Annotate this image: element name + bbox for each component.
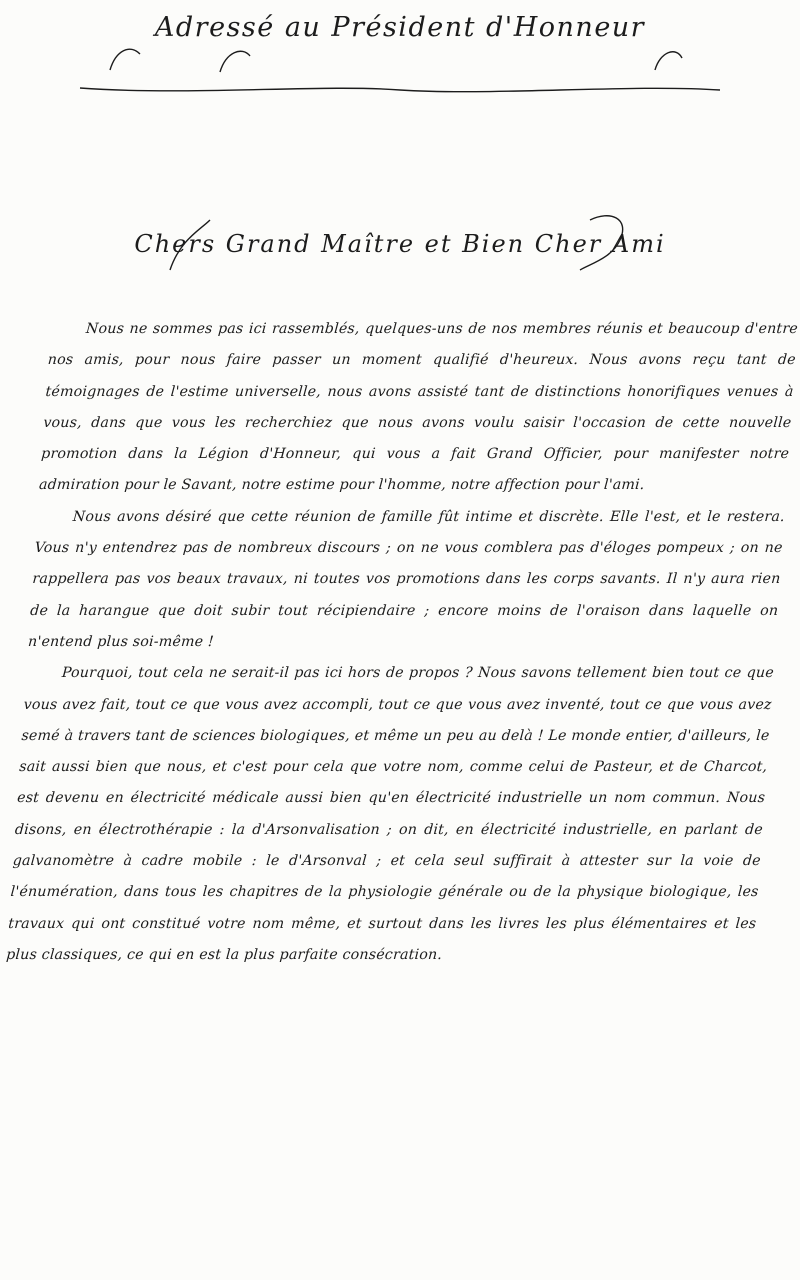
flourish-ornament <box>70 40 730 100</box>
body-paragraph: Nous ne sommes pas ici rassemblés, quelques-uns de nos membres réunis et beaucoup d'entre nos amis, pour nous faire passer un moment qualifié d'heureux. Nous avons reçu tant de témoignages de l'estime universelle, nous avons assisté tant de distinctions honorifiques venues à vous, dans que vous les recherchiez que nous avons voulu saisir l'occasion de cette nouvelle promotion dans la Légion d'Honneur, qui vous a fait Grand Officier, pour manifester notre admiration pour le Savant, notre estime pour l'homme, notre affection pour l'ami. <box>38 321 799 494</box>
letter-body <box>5 314 799 971</box>
body-paragraph: Pourquoi, tout cela ne serait-il pas ici hors de propos ? Nous savons tellement bien tout ce que vous avez fait, tout ce que vous avez accompli, tout ce que vous avez inventé, tout ce que vous avez semé à travers tant de sciences biologiques, et même un peu au delà ! Le monde entier, d'ailleurs, le sait aussi bien que nous, et c'est pour cela que votre nom, comme celui de Pasteur, et de Charcot, est devenu en électricité médicale aussi bien qu'en électricité industrielle un nom commun. Nous disons, en électrothérapie : la d'Arsonvalisation ; on dit, en électricité industrielle, en parlant de galvanomètre à cadre mobile : le d'Arsonval ; et cela seul suffirait à attester sur la voie de l'énumération, dans tous les chapitres de la physiologie générale ou de la physique biologique, les travaux qui ont constitué votre nom même, et surtout dans les livres les plus élémentaires et les plus classiques, ce qui en est la plus parfaite consécration. <box>5 665 775 963</box>
address-line: Adressé au Président d'Honneur <box>154 12 646 43</box>
body-paragraph: Nous avons désiré que cette réunion de famille fût intime et discrète. Elle l'est, et le restera. Vous n'y entendrez pas de nombreux discours ; on ne vous comblera pas d'éloges pompeux ; on ne rappellera pas vos beaux travaux, ni toutes vos promotions dans les corps savants. Il n'y aura rien de la harangue que doit subir tout récipiendaire ; encore moins de l'oraison dans laquelle on n'entend plus soi-même ! <box>27 508 786 650</box>
salutation: Chers Grand Maître et Bien Cher Ami <box>134 230 666 258</box>
